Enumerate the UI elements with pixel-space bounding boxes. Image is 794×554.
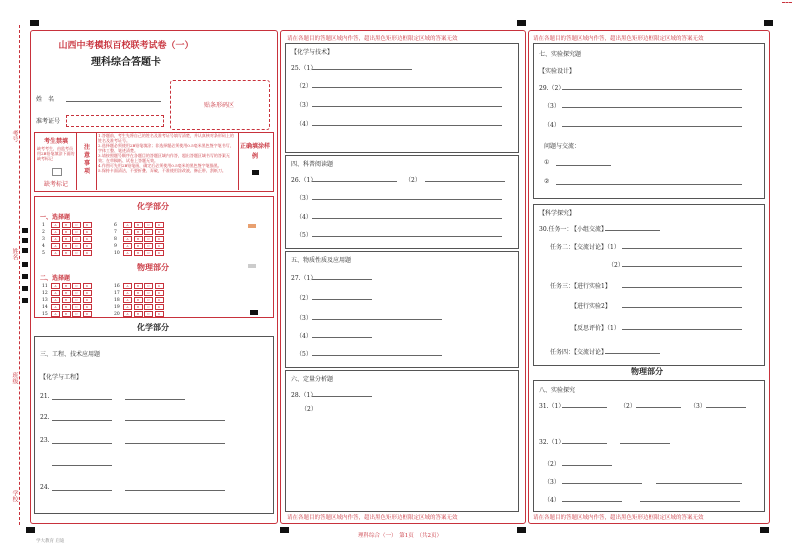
answer-line[interactable] (562, 501, 622, 502)
chem-section-heading: 化学部分 (137, 322, 169, 332)
corner-mark (30, 20, 39, 26)
part-label: （3） (296, 102, 312, 109)
q28-part2-label: （2） (301, 406, 317, 413)
mc-row (42, 243, 93, 249)
mc-option-bubble[interactable]: B (62, 297, 71, 303)
mc-option-bubble[interactable]: B (62, 304, 71, 310)
answer-line[interactable] (640, 501, 740, 502)
mc-option-bubble[interactable]: D (83, 250, 92, 256)
answer-line[interactable] (312, 181, 397, 182)
mc-option-bubble[interactable]: B (134, 290, 143, 296)
mc-number: 20 (114, 312, 120, 317)
q30-label: 30.任务一： (539, 226, 573, 233)
mc-number: 12 (42, 291, 48, 296)
mc-option-bubble[interactable]: D (155, 304, 164, 310)
mc-row (114, 229, 165, 235)
mc-row (42, 229, 93, 235)
mc-option-bubble[interactable]: D (155, 229, 164, 235)
mc-option-bubble[interactable]: A (123, 222, 132, 228)
answer-line[interactable] (562, 465, 612, 466)
mc-option-bubble[interactable]: C (72, 222, 81, 228)
answer-line[interactable] (706, 407, 746, 408)
mc-option-bubble[interactable]: D (83, 243, 92, 249)
mc-row (114, 311, 165, 317)
section4-label: 四、科普阅读题 (291, 161, 334, 168)
mc-option-bubble[interactable]: A (123, 236, 132, 242)
mc-option-bubble[interactable]: A (51, 283, 60, 289)
mc-row (42, 222, 93, 228)
mc-option-bubble[interactable]: A (51, 243, 60, 249)
mc-row (42, 297, 93, 303)
mc-number: 3 (42, 237, 45, 242)
timing-mark (22, 262, 28, 267)
q29-label: 29.（2） (539, 85, 565, 92)
answer-line[interactable] (52, 420, 112, 421)
mc-option-bubble[interactable]: B (62, 290, 71, 296)
mc-number: 17 (114, 291, 120, 296)
mc-option-bubble[interactable]: C (144, 290, 153, 296)
section6-label: 六、定量分析题 (291, 376, 334, 383)
answer-line[interactable] (622, 287, 742, 288)
mc-number: 5 (42, 251, 45, 256)
physics-section-heading (533, 366, 763, 377)
q26-label: 26.（1） (291, 177, 317, 184)
section4-box (285, 155, 519, 249)
timing-mark (22, 228, 28, 233)
mc-option-bubble[interactable]: C (72, 250, 81, 256)
mc-option-bubble[interactable]: A (51, 311, 60, 317)
notice-list (98, 133, 236, 173)
answer-line[interactable] (562, 443, 607, 444)
side-label-name: 姓名 (11, 248, 18, 260)
task3-a: 【进行实验1】 (571, 283, 611, 290)
answer-line[interactable] (312, 199, 502, 200)
answer-line[interactable] (52, 443, 112, 444)
answer-line[interactable] (562, 126, 742, 127)
section7-label: 七、实验探究题 (539, 51, 582, 58)
mc-option-bubble[interactable]: B (134, 250, 143, 256)
absent-checkbox[interactable] (52, 168, 62, 176)
mc-option-bubble[interactable]: D (155, 283, 164, 289)
answer-line[interactable] (622, 248, 742, 249)
part-label: （2） (296, 295, 312, 302)
mc-option-bubble[interactable]: D (155, 311, 164, 317)
timing-mark (22, 248, 28, 253)
name-label: 姓 名 (36, 96, 55, 103)
divider (96, 132, 97, 190)
q21-label: 21. (40, 393, 50, 400)
answer-line[interactable] (636, 407, 681, 408)
color-mark (248, 224, 256, 228)
mc-option-bubble[interactable]: D (155, 297, 164, 303)
physics-heading: 物理部分 (137, 262, 169, 272)
answer-line[interactable] (312, 299, 372, 300)
mc-number: 18 (114, 298, 120, 303)
mc-option-bubble[interactable]: B (62, 229, 71, 235)
top-notice-col3: 请在各题目的答题区域内作答，超出黑色矩形边框限定区域的答案无效 (533, 36, 704, 42)
part-label: （3） (296, 315, 312, 322)
mc-option-bubble[interactable]: A (123, 297, 132, 303)
choice1-label: 一、选择题 (40, 214, 71, 221)
no-fill-text: 缺考考生，由监考员用2B铅笔填涂下面的缺考标记 (37, 146, 75, 161)
page-footer: 理科综合（一） 第1页 （共2页） (358, 533, 442, 539)
answer-line[interactable] (312, 279, 372, 280)
mc-option-bubble[interactable]: B (62, 222, 71, 228)
answer-line[interactable] (312, 396, 372, 397)
mc-number: 1 (42, 223, 45, 228)
answer-line[interactable] (52, 490, 112, 491)
mc-option-bubble[interactable]: A (51, 250, 60, 256)
mc-option-bubble[interactable]: A (51, 229, 60, 235)
notice-item: 2.选择题必须使用2B铅笔填涂；非选择题必须使用0.5毫米黑色签字笔书写，字体工整、笔迹清楚。 (98, 143, 234, 153)
mc-number: 4 (42, 244, 45, 249)
mc-option-bubble[interactable]: C (72, 236, 81, 242)
answer-line[interactable] (52, 465, 112, 466)
mc-number: 9 (114, 244, 117, 249)
top-notice-col2: 请在各题目的答题区域内作答，超出黑色矩形边框限定区域的答案无效 (287, 36, 458, 42)
mc-option-bubble[interactable]: C (72, 304, 81, 310)
answer-line[interactable] (425, 181, 505, 182)
mc-row (114, 243, 165, 249)
q31-part3: （3） (690, 403, 706, 410)
mc-option-bubble[interactable]: A (123, 283, 132, 289)
task3-label: 任务三： (550, 283, 575, 290)
answer-line[interactable] (656, 483, 742, 484)
mc-option-bubble[interactable]: B (134, 236, 143, 242)
chem-heading: 化学部分 (137, 201, 169, 211)
mc-option-bubble[interactable]: B (62, 283, 71, 289)
fill-sample-title: 正确填涂样例 (240, 143, 271, 160)
mc-row (114, 222, 165, 228)
mc-number: 7 (114, 230, 117, 235)
side-label-school: 学校 (11, 490, 18, 502)
side-label-seat: 考号 (11, 130, 18, 142)
answer-line[interactable] (125, 399, 185, 400)
task4-label: 任务四： (550, 349, 575, 356)
answer-line[interactable] (562, 107, 742, 108)
circle1-label: ① (544, 159, 550, 166)
corner-mark (26, 527, 35, 533)
exp-design-label: 【实验设计】 (539, 68, 576, 75)
mc-option-bubble[interactable]: A (51, 304, 60, 310)
section6-box (285, 370, 519, 512)
chem-tech-label: 【化学与技术】 (291, 49, 334, 56)
q31-label: 31.（1） (539, 403, 565, 410)
mc-option-bubble[interactable]: C (144, 283, 153, 289)
mc-number: 16 (114, 284, 120, 289)
answer-line[interactable] (125, 443, 225, 444)
mc-option-bubble[interactable]: C (144, 297, 153, 303)
mc-option-bubble[interactable]: A (123, 243, 132, 249)
task2-text: 【交流讨论】（1） (571, 244, 620, 251)
mc-option-bubble[interactable]: B (134, 283, 143, 289)
mc-option-bubble[interactable]: B (134, 243, 143, 249)
answer-line[interactable] (312, 236, 502, 237)
part-label: （4） (296, 121, 312, 128)
answer-line[interactable] (562, 483, 642, 484)
mc-option-bubble[interactable]: C (144, 236, 153, 242)
corner-dash (782, 2, 792, 3)
mc-option-bubble[interactable]: A (123, 250, 132, 256)
notice-item: 3.请按照题号顺序在各题目的答题区域内作答，超出答题区域书写的答案无效；在草稿纸、试卷上答题无效。 (98, 153, 230, 163)
mc-option-bubble[interactable]: D (155, 250, 164, 256)
q24-label: 24. (40, 484, 50, 491)
notice-item: 5.保持卡面清洁，不要折叠、弄破，不准使用涂改液、修正带、刮纸刀。 (98, 168, 226, 173)
mc-option-bubble[interactable]: B (62, 243, 71, 249)
task3-c: 【反思评价】（1） (571, 325, 620, 332)
task2-label: 任务二： (550, 244, 575, 251)
notice-item: 4.作图可先用2B铅笔画，确定后必须使用0.5毫米的黑色签字笔描黑。 (98, 163, 222, 168)
answer-line[interactable] (312, 218, 502, 219)
q32-label: 32.（1） (539, 439, 565, 446)
timing-mark (22, 274, 28, 279)
mc-option-bubble[interactable]: A (51, 222, 60, 228)
mc-option-bubble[interactable]: B (62, 311, 71, 317)
mc-option-bubble[interactable]: D (155, 243, 164, 249)
notice-title: 注意事项 (84, 144, 91, 175)
answer-line[interactable] (312, 319, 442, 320)
corner-mark (280, 527, 289, 533)
corner-mark (517, 527, 526, 533)
mc-option-bubble[interactable]: D (83, 304, 92, 310)
q26-part2-label: （2） (405, 177, 421, 184)
mc-number: 13 (42, 298, 48, 303)
divider (76, 132, 77, 190)
mc-option-bubble[interactable]: B (134, 304, 143, 310)
notice-item: 1.答题前，考生先将自己的姓名及准考证号填写清楚，并认真核对条形码上的姓名及准考证号。 (98, 133, 234, 143)
mc-option-bubble[interactable]: C (144, 222, 153, 228)
q31-part2: （2） (620, 403, 636, 410)
mc-row (114, 283, 165, 289)
mc-option-bubble[interactable]: B (62, 250, 71, 256)
mc-row (42, 304, 93, 310)
answer-line[interactable] (312, 106, 502, 107)
answer-line[interactable] (556, 184, 742, 185)
corner-mark (764, 20, 773, 26)
mc-row (42, 311, 93, 317)
mc-option-bubble[interactable]: D (155, 236, 164, 242)
answer-line[interactable] (312, 355, 442, 356)
answer-line[interactable] (125, 490, 225, 491)
mc-option-bubble[interactable]: C (144, 304, 153, 310)
timing-mark (22, 286, 28, 291)
mc-row (114, 290, 165, 296)
sticker-label: 贴条形码区 (203, 102, 234, 109)
answer-line[interactable] (562, 407, 607, 408)
mc-option-bubble[interactable]: A (123, 311, 132, 317)
part-label: （4） (296, 214, 312, 221)
mc-option-bubble[interactable]: C (144, 311, 153, 317)
timing-mark (22, 238, 28, 243)
mc-option-bubble[interactable]: D (155, 222, 164, 228)
task2-part2: （2） (608, 262, 624, 269)
choice2-label: 二、选择题 (40, 275, 71, 282)
chem-eng-label: 【化学与工程】 (40, 374, 83, 381)
mc-row (114, 250, 165, 256)
mc-option-bubble[interactable]: D (83, 236, 92, 242)
sci-inquiry-label: 【科学探究】 (539, 210, 576, 217)
section5-box (285, 251, 519, 368)
mc-option-bubble[interactable]: B (134, 222, 143, 228)
mc-option-bubble[interactable]: C (72, 290, 81, 296)
answer-line[interactable] (622, 266, 742, 267)
absent-label: 缺考标记 (43, 181, 68, 188)
part-label: （2） (544, 461, 560, 468)
mc-option-bubble[interactable]: A (51, 236, 60, 242)
q22-label: 22. (40, 414, 50, 421)
q25-label: 25.（1） (291, 65, 317, 72)
corner-mark (250, 310, 258, 315)
circle2-label: ② (544, 178, 550, 185)
mc-option-bubble[interactable]: C (72, 311, 81, 317)
section8-label: 八、实验探究 (539, 387, 576, 394)
q23-label: 23. (40, 437, 50, 444)
mc-number: 10 (114, 251, 120, 256)
part-label: （5） (296, 351, 312, 358)
mc-option-bubble[interactable]: D (83, 283, 92, 289)
mc-option-bubble[interactable]: B (134, 229, 143, 235)
mc-row (42, 290, 93, 296)
part-label: （4） (296, 333, 312, 340)
mc-option-bubble[interactable]: A (123, 290, 132, 296)
mc-row (114, 297, 165, 303)
answer-line[interactable] (556, 165, 611, 166)
task4-text: 【交流讨论】 (571, 349, 608, 356)
answer-line[interactable] (312, 125, 502, 126)
part-label: （3） (296, 195, 312, 202)
section5-label: 五、物质性质及应用题 (291, 257, 352, 264)
mc-option-bubble[interactable]: C (72, 297, 81, 303)
no-fill-title: 考生禁填 (43, 138, 68, 145)
color-mark (248, 264, 256, 268)
mc-option-bubble[interactable]: C (144, 250, 153, 256)
mc-number: 8 (114, 237, 117, 242)
mc-option-bubble[interactable]: B (134, 311, 143, 317)
mc-number: 6 (114, 223, 117, 228)
exam-title: 山西中考模拟百校联考试卷（一） (58, 41, 194, 51)
part-label: （3） (544, 479, 560, 486)
mc-option-bubble[interactable]: A (51, 290, 60, 296)
answer-line[interactable] (605, 230, 660, 231)
q28-label: 28.（1） (291, 392, 317, 399)
mc-number: 15 (42, 312, 48, 317)
mc-row (42, 283, 93, 289)
mc-option-bubble[interactable]: D (155, 290, 164, 296)
fill-sample-mark (252, 170, 259, 175)
mc-option-bubble[interactable]: D (83, 222, 92, 228)
part-label: （2） (296, 83, 312, 90)
mc-option-bubble[interactable]: C (72, 243, 81, 249)
bottom-notice-col2: 请在各题目的答题区域内作答，超出黑色矩形边框限定区域的答案无效 (287, 515, 458, 521)
answer-line[interactable] (605, 353, 660, 354)
part-label: （5） (296, 232, 312, 239)
card-title: 理科综合答题卡 (91, 57, 161, 68)
mc-row (114, 236, 165, 242)
corner-mark (760, 527, 769, 533)
mc-option-bubble[interactable]: D (83, 311, 92, 317)
mc-option-bubble[interactable]: C (72, 283, 81, 289)
name-line[interactable] (66, 101, 161, 102)
answer-line[interactable] (312, 87, 502, 88)
part-label: （4） (544, 497, 560, 504)
timing-mark (22, 298, 28, 303)
mc-option-bubble[interactable]: D (83, 229, 92, 235)
cut-line (19, 25, 20, 525)
answer-line[interactable] (125, 420, 225, 421)
mc-option-bubble[interactable]: B (134, 297, 143, 303)
part-label: （4） (544, 122, 560, 129)
footer-note: 学大教育 启迪 (36, 539, 65, 544)
mc-option-bubble[interactable]: C (144, 229, 153, 235)
mc-number: 19 (114, 305, 120, 310)
part-label: （3） (544, 103, 560, 110)
mc-option-bubble[interactable]: A (123, 304, 132, 310)
mc-row (114, 304, 165, 310)
mc-row (42, 236, 93, 242)
section3-box (34, 336, 274, 514)
answer-line[interactable] (622, 307, 742, 308)
mc-option-bubble[interactable]: C (72, 229, 81, 235)
mc-row (42, 250, 93, 256)
physics-heading-text: 物理部分 (631, 366, 663, 376)
answer-line[interactable] (622, 329, 742, 330)
corner-mark (517, 20, 526, 26)
q30-task1-text: 【小组交流】 (571, 226, 608, 233)
mc-option-bubble[interactable]: C (144, 243, 153, 249)
side-label-class: 班级 (11, 372, 18, 384)
admission-number-field[interactable] (66, 115, 164, 127)
task3-b: 【进行实验2】 (571, 303, 611, 310)
mc-number: 11 (42, 284, 48, 289)
answer-line[interactable] (312, 69, 412, 70)
divider (238, 132, 239, 190)
mc-option-bubble[interactable]: A (51, 297, 60, 303)
answer-line[interactable] (312, 337, 372, 338)
admission-label: 准考证号 (36, 118, 61, 125)
section8-box (533, 380, 765, 512)
mc-option-bubble[interactable]: A (123, 229, 132, 235)
qa-label: 问题与交流： (544, 143, 581, 150)
mc-option-bubble[interactable]: D (83, 290, 92, 296)
answer-line[interactable] (562, 89, 742, 90)
mc-number: 2 (42, 230, 45, 235)
mc-option-bubble[interactable]: D (83, 297, 92, 303)
mc-option-bubble[interactable]: B (62, 236, 71, 242)
q25-box (285, 43, 519, 153)
answer-line[interactable] (620, 443, 670, 444)
mc-number: 14 (42, 305, 48, 310)
bottom-notice-col3: 请在各题目的答题区域内作答，超出黑色矩形边框限定区域的答案无效 (533, 515, 704, 521)
section3-label: 三、工程、技术应用题 (40, 351, 101, 358)
answer-line[interactable] (52, 399, 112, 400)
q27-label: 27.（1） (291, 275, 317, 282)
